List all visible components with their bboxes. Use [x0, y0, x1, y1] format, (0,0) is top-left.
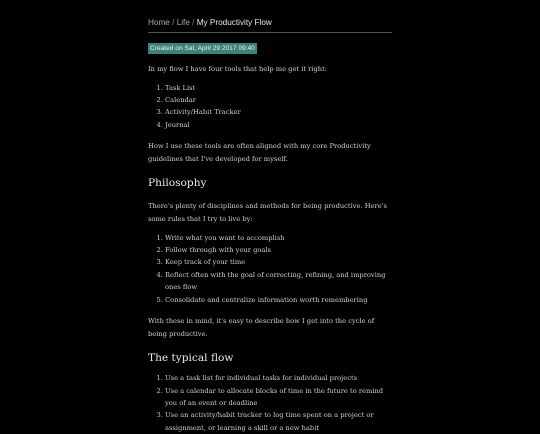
tools-note-paragraph: How I use these tools are often aligned with my core Productivity guidelines that I've developed for myself.	[148, 142, 371, 163]
breadcrumb-separator: /	[192, 18, 195, 27]
breadcrumb-home-link[interactable]: Home	[148, 18, 170, 27]
tools-list	[148, 82, 392, 132]
breadcrumb-separator: /	[172, 18, 175, 27]
list-item: 1. Write what you want to accomplish	[165, 232, 392, 244]
list-item: 5. Consolidate and centralize information worth remembering	[165, 294, 392, 306]
article	[148, 16, 392, 434]
list-item: 4. Reflect often with the goal of correcting, refining, and improving ones flow	[165, 269, 392, 294]
list-item: 3. Use an activity/habit tracker to log time spent on a project or assignment, or learning a skill or a new habit	[165, 409, 392, 434]
list-item: 2. Use a calendar to allocate blocks of time in the future to remind you of an event or deadline	[165, 385, 392, 410]
list-item: 3. Activity/Habit Tracker	[165, 106, 392, 118]
breadcrumb-life-link[interactable]: Life	[176, 18, 190, 27]
page-title: My Productivity Flow	[196, 18, 272, 27]
rules-list	[148, 232, 392, 306]
list-item: 1. Task List	[165, 82, 392, 94]
breadcrumb	[148, 16, 392, 33]
created-date-badge: Created on Sat, April 29 2017 09:40	[150, 45, 255, 52]
philosophy-heading: Philosophy	[148, 177, 207, 190]
intro-paragraph: In my flow I have four tools that help me get it right:	[148, 65, 328, 73]
list-item: 1. Use a task list for individual tasks for individual projects	[165, 372, 392, 384]
list-item: 2. Follow through with your goals	[165, 244, 392, 256]
philosophy-outro-paragraph: With these in mind, it's easy to describe how I get into the cycle of being productive.	[148, 317, 375, 338]
list-item: 3. Keep track of your time	[165, 256, 392, 268]
philosophy-intro-paragraph: There's plenty of disciplines and methods for being productive. Here's some rules that I try to live by:	[148, 202, 387, 223]
typical-flow-heading: The typical flow	[148, 352, 234, 365]
flow-steps-list	[148, 372, 392, 434]
list-item: 2. Calendar	[165, 94, 392, 106]
list-item: 4. Journal	[165, 119, 392, 131]
